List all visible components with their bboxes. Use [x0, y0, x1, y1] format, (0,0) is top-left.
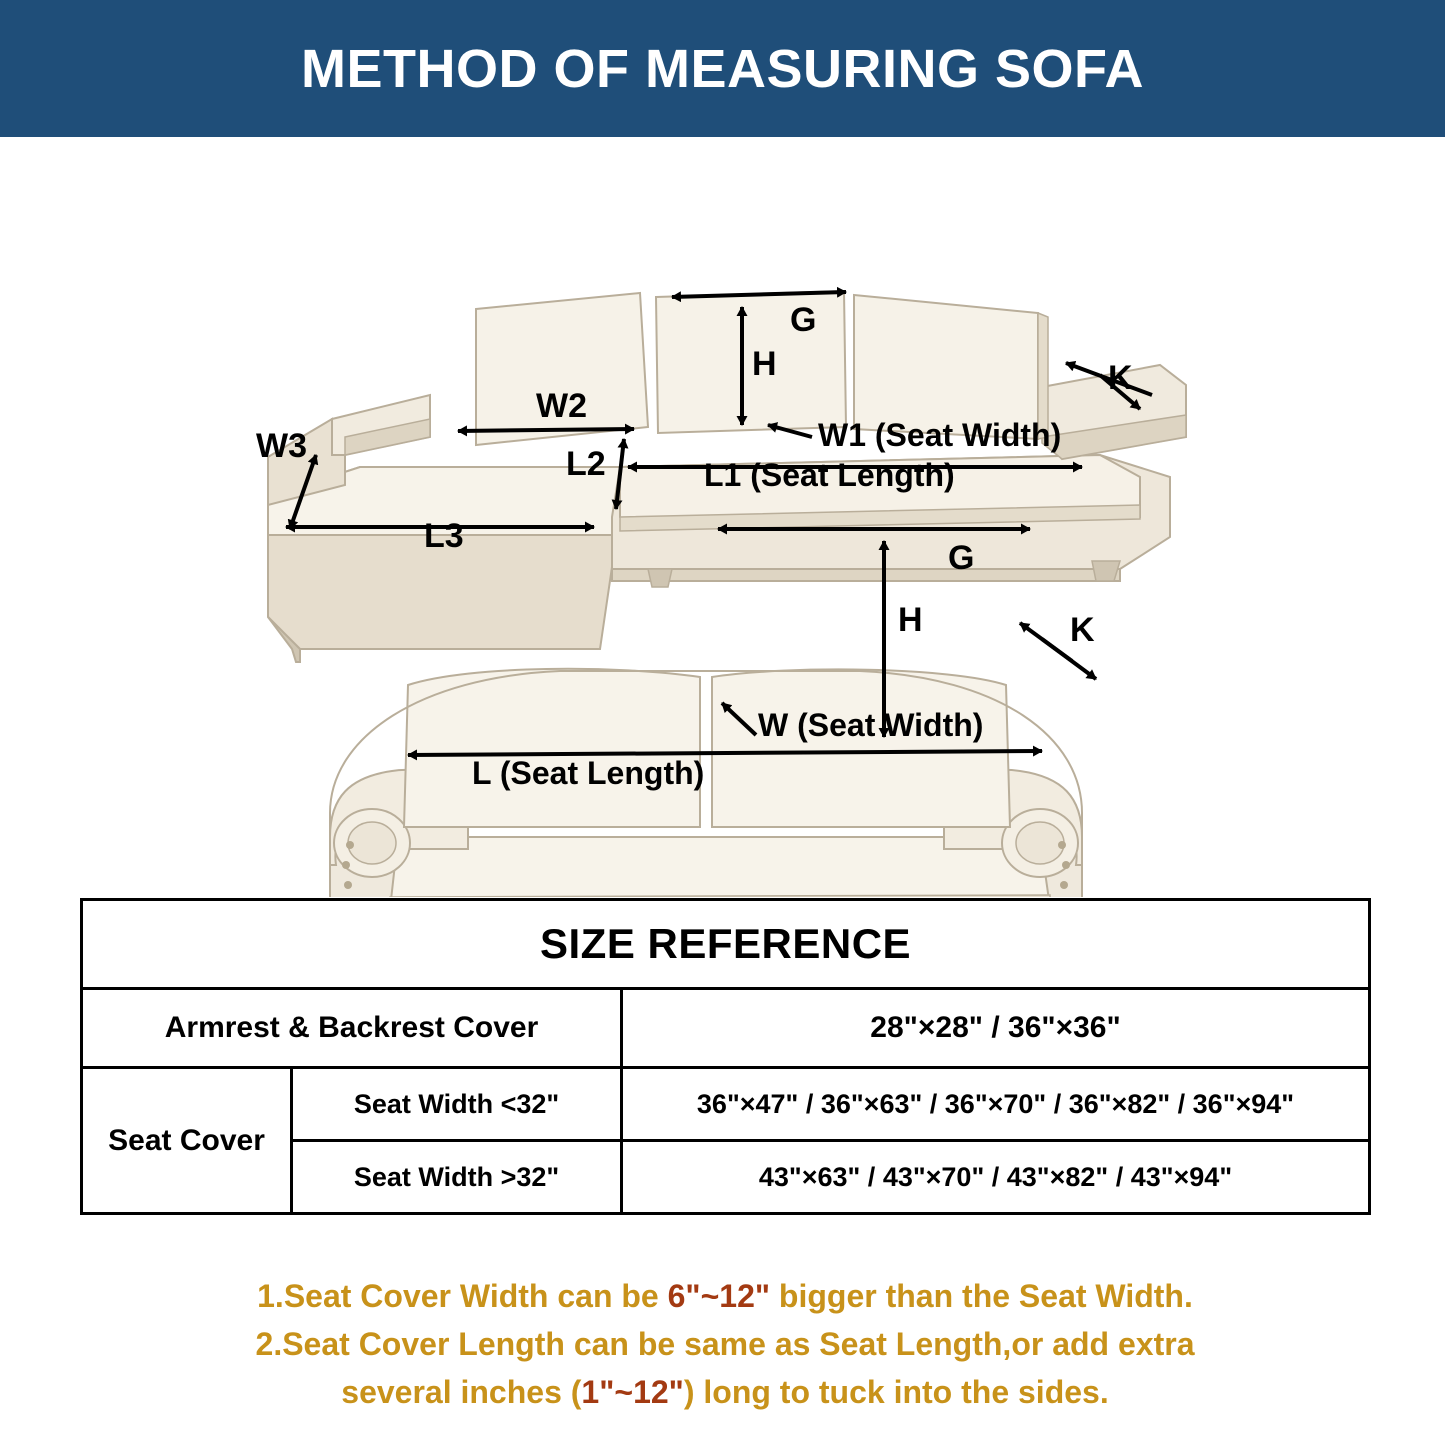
measurement-diagram [0, 137, 1445, 897]
label-sectional-W1: W1 (Seat Width) [818, 417, 1062, 453]
note-2 [70, 1320, 1380, 1416]
table-title: SIZE REFERENCE [82, 900, 1370, 989]
label-standard-H: H [898, 601, 923, 639]
label-sectional-L2: L2 [566, 445, 606, 483]
note-2-part3: ) long to tuck into the sides. [683, 1374, 1109, 1410]
sub-label-seat-width-over-32: Seat Width >32" [292, 1141, 622, 1214]
standard-sofa-illustration [330, 669, 1082, 897]
page-header [0, 0, 1445, 137]
label-sectional-H: H [752, 345, 777, 383]
page-title: METHOD OF MEASURING SOFA [300, 38, 1144, 99]
sub-value-seat-width-under-32: 36"×47" / 36"×63" / 36"×70" / 36"×82" / 36"×94" [622, 1068, 1370, 1141]
note-1-highlight: 6"~12" [667, 1278, 771, 1314]
size-reference-table [80, 898, 1371, 1215]
label-sectional-L3: L3 [424, 517, 464, 555]
table-row [82, 1068, 1370, 1141]
note-2-line2 [70, 1368, 1380, 1416]
row-value-armrest-backrest: 28"×28" / 36"×36" [622, 989, 1370, 1068]
note-2-highlight: 1"~12" [581, 1374, 684, 1410]
table-row [82, 900, 1370, 989]
notes-section [70, 1272, 1380, 1416]
label-standard-K: K [1070, 611, 1095, 649]
label-standard-L: L (Seat Length) [472, 755, 705, 791]
note-2-part2: several inches ( [341, 1374, 582, 1410]
label-sectional-L1: L1 (Seat Length) [704, 457, 955, 493]
sub-value-seat-width-over-32: 43"×63" / 43"×70" / 43"×82" / 43"×94" [622, 1141, 1370, 1214]
note-1 [70, 1272, 1380, 1320]
sofa-illustrations [0, 137, 1445, 897]
label-sectional-W3: W3 [256, 427, 307, 465]
size-reference-table-wrap [80, 898, 1368, 1215]
sub-label-seat-width-under-32: Seat Width <32" [292, 1068, 622, 1141]
note-1-part1: 1.Seat Cover Width can be [257, 1278, 668, 1314]
note-2-part1: 2.Seat Cover Length can be same as Seat Length,or add extra [255, 1326, 1195, 1362]
row-label-seat-cover: Seat Cover [82, 1068, 292, 1214]
label-standard-G: G [948, 539, 975, 577]
label-sectional-G: G [790, 301, 817, 339]
label-sectional-W2: W2 [536, 387, 587, 425]
row-label-armrest-backrest: Armrest & Backrest Cover [82, 989, 622, 1068]
label-sectional-K: K [1108, 359, 1133, 397]
note-1-part2: bigger than the Seat Width. [770, 1278, 1193, 1314]
label-standard-W: W (Seat Width) [758, 707, 984, 743]
table-row [82, 989, 1370, 1068]
